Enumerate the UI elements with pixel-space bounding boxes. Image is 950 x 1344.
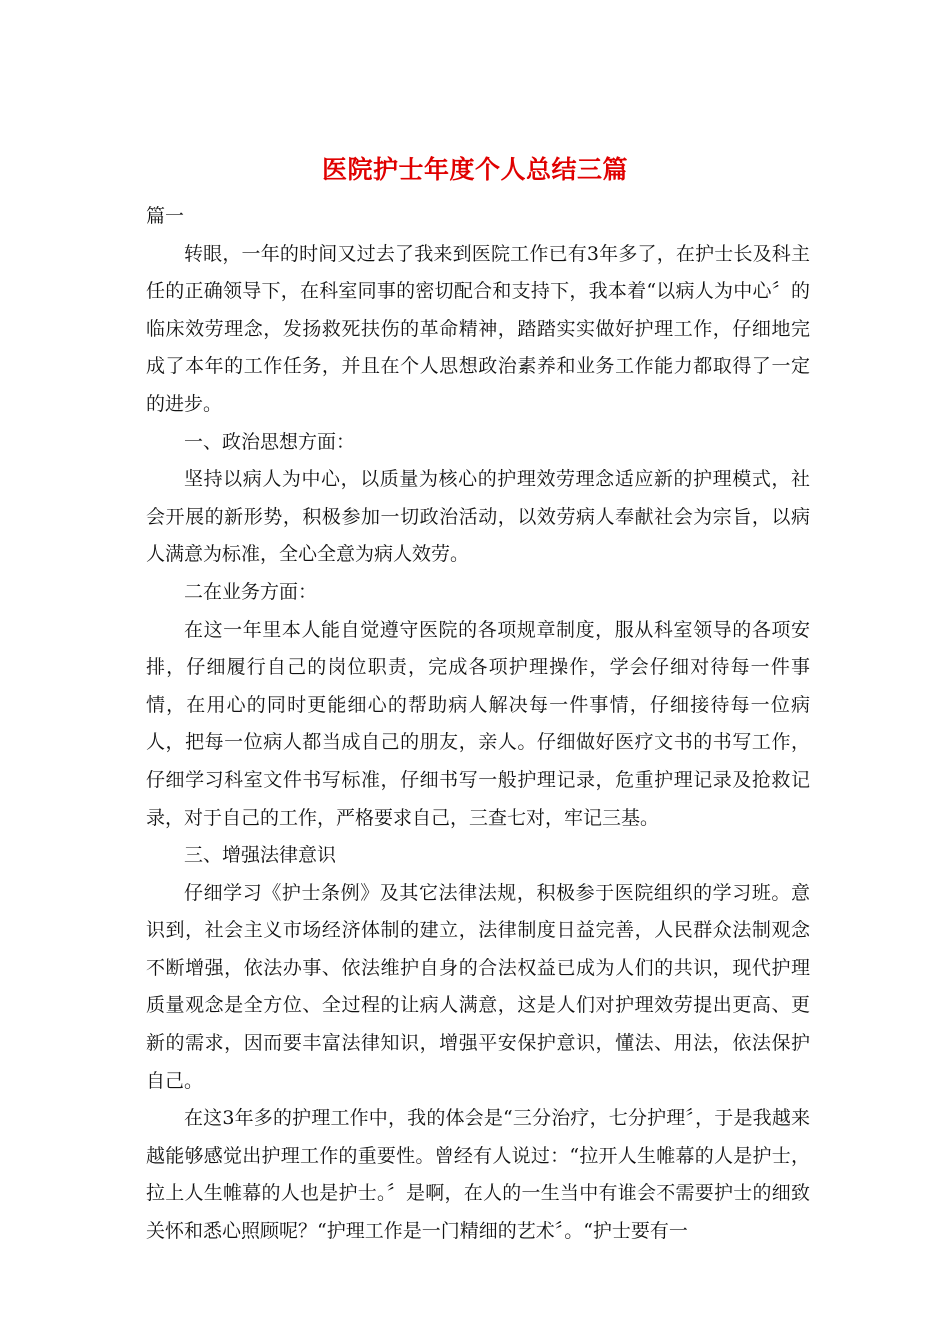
paragraph-political: 坚持以病人为中心，以质量为核心的护理效劳理念适应新的护理模式，社会开展的新形势，积极参加一切政治活动，以效劳病人奉献社会为宗旨，以病人满意为标准，全心全意为病人效劳。	[146, 468, 810, 566]
paragraph-experience: 在这3年多的护理工作中，我的体会是“三分治疗，七分护理〞，于是我越来越能够感觉出护理工作的重要性。曾经有人说过：“拉开人生帷幕的人是护士，拉上人生帷幕的人也是护士。〞是啊，在人的一生当中有谁会不需要护士的细致关怀和悉心照顾呢？“护理工作是一门精细的艺术〞。“护士要有一	[146, 1107, 810, 1243]
paragraph-law: 仔细学习《护士条例》及其它法律法规，积极参于医院组织的学习班。意识到，社会主义市场经济体制的建立，法律制度日益完善，人民群众法制观念不断增强，依法办事、依法维护自身的合法权益已成为人们的共识，现代护理质量观念是全方位、全过程的让病人满意，这是人们对护理效劳提出更高、更新的需求，因而要丰富法律知识，增强平安保护意识，懂法、用法，依法保护自己。	[146, 881, 810, 1092]
heading-business: 二在业务方面：	[184, 580, 318, 603]
heading-law: 三、增强法律意识	[184, 844, 337, 867]
paragraph-business: 在这一年里本人能自觉遵守医院的各项规章制度，服从科室领导的各项安排，仔细履行自己的岗位职责，完成各项护理操作，学会仔细对待每一件事情，在用心的同时更能细心的帮助病人解决每一件事情，仔细接待每一位病人，把每一位病人都当成自己的朋友，亲人。仔细做好医疗文书的书写工作，仔细学习科室文件书写标准，仔细书写一般护理记录，危重护理记录及抢救记录，对于自己的工作，严格要求自己，三查七对，牢记三基。	[146, 618, 810, 829]
section-label: 篇一	[146, 205, 185, 227]
heading-political: 一、政治思想方面：	[184, 430, 356, 453]
paragraph-intro: 转眼，一年的时间又过去了我来到医院工作已有3年多了，在护士长及科主任的正确领导下，在科室同事的密切配合和支持下，我本着“以病人为中心〞的临床效劳理念，发扬救死扶伤的革命精神，踏踏实实做好护理工作，仔细地完成了本年的工作任务，并且在个人思想政治素养和业务工作能力都取得了一定的进步。	[146, 242, 810, 415]
document-title: 医院护士年度个人总结三篇	[321, 155, 628, 184]
document-body	[146, 198, 810, 1251]
